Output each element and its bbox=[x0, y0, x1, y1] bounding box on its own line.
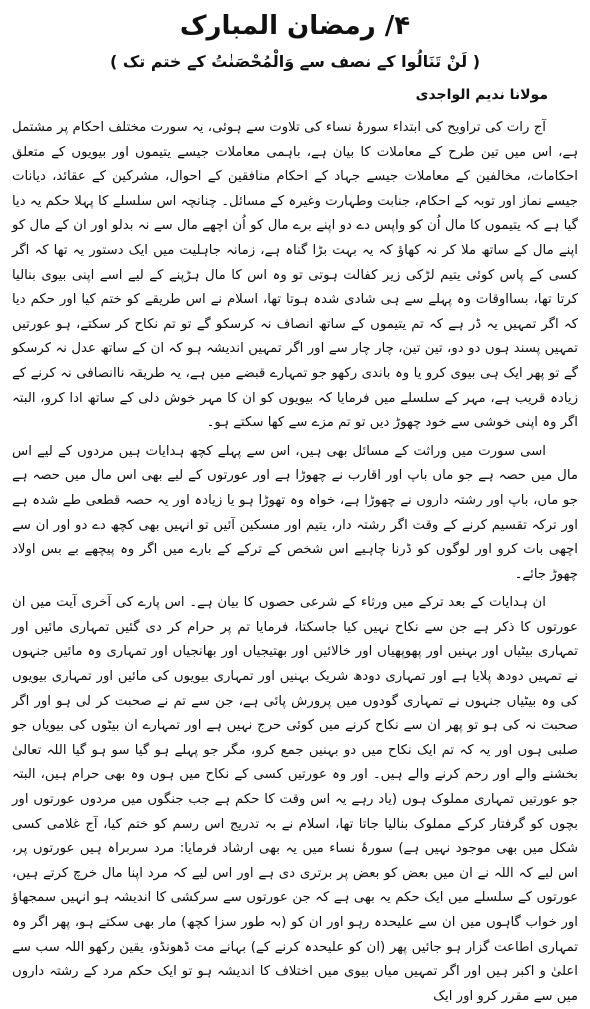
paragraph-2: اسی سورت میں وراثت کے مسائل بھی ہیں، اس سے پہلے کچھ ہدایات ہیں مردوں کے لیے اس مال میں حصہ ہے جو ماں باپ اور اقارب نے چھوڑا ہے اور عورتوں کے لیے بھی اس مال میں حصہ ہے جو ماں، باپ اور رشتہ داروں نے چھوڑا ہے، خواہ وہ تھوڑا ہو یا زیادہ اور یہ حصہ قطعی طے شدہ ہے اور ترکہ تقسیم کرنے کے وقت اگر رشتہ دار، یتیم اور مسکین آئیں تو انہیں بھی کچھ دے دو اور ان سے اچھی بات کرو اور لوگوں کو ڈرنا چاہیے اس شخص کے ترکے کے بارے میں اگر وہ پیچھے بے بس اولاد چھوڑ جائے۔ bbox=[12, 443, 578, 582]
article-title: ۴/ رمضان المبارک bbox=[179, 11, 411, 41]
paragraph-1: آج رات کی تراویح کی ابتداء سورۂ نساء کی تلاوت سے ہوئی، یہ سورت مختلف احکام پر مشتمل ہے، اس میں تین طرح کے معاملات کا بیان ہے، باہمی معاملات جیسے یتیموں اور بیویوں کے متعلق احکامات، مخالفین کے معاملات جیسے جہاد کے احکام منافقین کے احوال، مشرکین کے عقائد، دیانات جیسے نماز اور توبہ کے احکام، جنابت وطہارت وغیرہ کے مسائل۔ چنانچہ اس سلسلے کا پہلا حکم یہ دیا گیا ہے کہ یتیموں کا مال اُن کو واپس دے دو اپنے برے مال کو اُن اچھے مال سے نہ بدلو اور ان کے مال کو اپنے مال کے ساتھ ملا کر نہ کھاؤ کہ یہ بہت بڑا گناہ ہے، زمانہ جاہلیت میں ایک دستور یہ تھا کہ اگر کسی کے پاس کوئی یتیم لڑکی زیر کفالت ہوتی تو وہ اس کا مال ہڑپنے کے لیے اسے اپنی بیوی بنالیا کرتا تھا، بسااوقات وہ پہلے سے ہی شادی شدہ ہوتا تھا، اسلام نے اس طریقے کو ختم کیا اور حکم دیا کہ اگر تمہیں یہ ڈر ہے کہ تم یتیموں کے ساتھ انصاف نہ کرسکو گے تو تم نکاح کر سکتے، ہو عورتیں تمہیں پسند ہوں دو دو، تین تین، چار چار سے اور اگر تمہیں اندیشہ ہو کہ ان کے ساتھ عدل نہ کرسکو گے تو پھر ایک ہی بیوی کرو یا وہ باندی رکھو جو تمہارے قبضے میں ہے، یہ طریقہ ناانصافی نہ کرنے کے زیادہ قریب ہے، مہر کے سلسلے میں فرمایا کہ بیویوں کو ان کا مہر خوش دلی کے ساتھ ادا کرو، البتہ اگر وہ اپنی خوشی سے خود چھوڑ دیں تو تم مزے سے کھا سکتے ہو۔ bbox=[12, 120, 578, 431]
paragraph-3: ان ہدایات کے بعد ترکے میں ورثاء کے شرعی حصوں کا بیان ہے۔ اس پارے کی آخری آیت میں ان عورتوں کا ذکر ہے جن سے نکاح نہیں کیا جاسکتا، فرمایا تم پر حرام کر دی گئیں تمہاری مائیں اور تمہاری بیٹیاں اور بہنیں اور پھوپھیاں اور خالائیں اور بھتیجیاں اور بھانجیاں اور تمہاری وہ مائیں جنہوں نے تمہیں دودھ پلایا ہے اور تمہاری دودھ شریک بہنیں اور تمہاری بیویوں کی مائیں اور تمہاری بیویوں کی وہ بیٹیاں جنہوں نے تمہاری گودوں میں پرورش پائی ہے، جن سے تم نے صحبت کر لی ہو اور اگر صحبت نہ کی ہو تو پھر ان سے نکاح کرنے میں کوئی حرج نہیں ہے اور تمہارے ان بیٹوں کی بیویاں جو صلبی ہوں اور یہ کہ تم ایک نکاح میں دو بہنیں جمع کرو، مگر جو پہلے ہو گیا سو ہو گیا اللہ تعالیٰ بخشنے والے اور رحم کرنے والے ہیں۔ اور وہ عورتیں کسی کے نکاح میں ہوں وہ بھی حرام ہیں، البتہ جو عورتیں تمہاری مملوک ہوں (یاد رہے یہ اس وقت کا حکم ہے جب جنگوں میں مردوں عورتوں اور بچوں کو گرفتار کرکے مملوک بنالیا جاتا تھا، اسلام نے بہ تدریج اس رسم کو ختم کیا، آج غلامی کسی شکل میں بھی موجود نہیں ہے) سورۂ نساء میں یہ بھی ارشاد فرمایا: مرد سربراہ ہیں عورتوں پر، اس لیے کہ اللہ نے ان میں بعض کو بعض پر برتری دی ہے اور اس لیے کہ مرد اپنا مال خرچ کرتے ہیں، عورتوں کے سلسلے میں ایک حکم یہ بھی ہے کہ جن عورتوں سے سرکشی کا اندیشہ ہو انہیں سمجھاؤ اور خواب گاہوں میں ان سے علیحدہ رہو اور ان کو (بہ طور سزا کچھ) مار بھی سکتے ہو، پھر اگر وہ تمہاری اطاعت گزار ہو جائیں پھر (ان کو علیحدہ کرنے کے) بہانے مت ڈھونڈو، یقین رکھو اللہ سب سے اعلیٰ و اکبر ہیں اور اگر تمہیں میاں بیوی میں اختلاف کا اندیشہ ہو تو ایک حکم مرد کے رشتہ داروں میں سے مقرر کرو اور ایک bbox=[12, 595, 578, 1004]
article-subtitle: ( لَنْ تَنَالُوا کے نصف سے وَالْمُحْصَنٰتُ کے ختم تک ) bbox=[109, 52, 481, 71]
author-name: مولانا ندیم الواجدی bbox=[415, 87, 548, 103]
